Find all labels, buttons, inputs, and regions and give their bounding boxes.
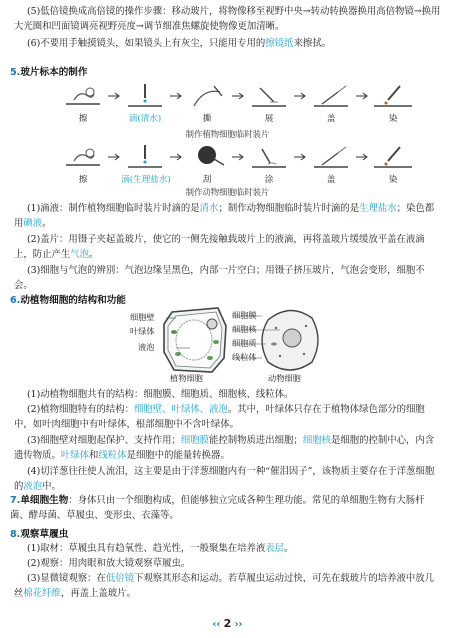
label-chloroplast: 叶绿体 [130, 326, 155, 336]
step-label: 撕 [202, 114, 212, 124]
step-label: 染 [388, 114, 398, 124]
paragraph-objective-switch: (5)低倍镜换成高倍镜的操作步骤：移动玻片，将物像移至视野中央→转动转换器换用高倍物镜→换用大光圈和凹面镜调亮视野亮度→调节细准焦螺旋使物像更加清晰。 [14, 6, 441, 32]
step-label: 染 [388, 175, 398, 185]
section-heading-8: 8.观察草履虫 [10, 529, 69, 540]
paragraph-unicellular: 7.单细胞生物：身体只由一个细胞构成，但能够独立完成各种生理功能。常见的单细胞生物有大肠杆菌、酵母菌、草履虫、变形虫、衣藻等。 [10, 495, 425, 521]
caption-animal-cell: 动物细胞 [268, 373, 301, 383]
paragraph-lens-care: (6)不要用手触摸镜头，如果镜头上有灰尘，只能用专用的擦镜纸来擦拭。 [27, 38, 331, 49]
caption-plant-cell: 植物细胞 [170, 373, 203, 383]
label-vacuole: 液泡 [138, 342, 155, 352]
label-cell-wall: 细胞壁 [130, 312, 155, 322]
paragraph-observe: (2)观察：用肉眼和放大镜观察草履虫。 [27, 558, 191, 569]
paragraph-collect: (1)取材：草履虫具有趋氧性、趋光性，一般聚集在培养液表层。 [27, 543, 294, 554]
step-label: 涂 [264, 175, 274, 185]
paragraph-microscope: (3)显微镜观察：在低倍镜下观察其形态和运动。若草履虫运动过快，可先在载玻片的培养液中放几丝棉花纤维，再盖上盖玻片。 [14, 573, 435, 599]
section-heading-5: 5.玻片标本的制作 [10, 67, 88, 78]
label-cytoplasm: 细胞质 [232, 338, 257, 348]
animal-slide-caption: 制作动物细胞临时装片 [185, 187, 270, 197]
step-label: 盖 [326, 175, 336, 185]
paragraph-structure-function: (3)细胞壁对细胞起保护、支持作用；细胞膜能控制物质进出细胞；细胞核是细胞的控制中心，内含遗传物质。叶绿体和线粒体是细胞中的能量转换器。 [14, 435, 435, 461]
paragraph-cover-slip: (2)盖片：用镊子夹起盖玻片，使它的一侧先接触载玻片上的液滴，再将盖玻片缓缓放平盖在液滴上，防止产生气泡。 [14, 234, 425, 260]
paragraph-onion: (4)切洋葱往往使人流泪，这主要是由于洋葱细胞内有一种“催泪因子”，该物质主要存在于洋葱细胞的液泡中。 [14, 466, 435, 492]
label-cell-membrane: 细胞膜 [232, 310, 257, 320]
step-label: 擦 [78, 175, 88, 185]
paragraph-drop-liquid: (1)滴液：制作植物细胞临时装片时滴的是清水；制作动物细胞临时装片时滴的是生理盐水；染色都用碘液。 [14, 203, 435, 229]
paragraph-plant-unique: (2)植物细胞特有的结构：细胞壁、叶绿体、液泡。其中，叶绿体只存在于植物体绿色部分的细胞中，如叶肉细胞中有叶绿体，根部细胞中不含叶绿体。 [14, 404, 425, 430]
plant-slide-caption: 制作植物细胞临时装片 [185, 129, 270, 139]
step-label: 滴(生理盐水) [121, 175, 171, 185]
chevron-left-icon: ‹‹ [212, 619, 221, 630]
paragraph-shared-structures: (1)动植物细胞共有的结构：细胞膜、细胞质、细胞核、线粒体。 [27, 389, 294, 400]
paragraph-bubble-vs-cell: (3)细胞与气泡的辨别：气泡边缘呈黑色，内部一片空白；用镊子挤压玻片，气泡会变形，细胞不会。 [14, 265, 425, 291]
page-number: ‹‹ 2 ›› [212, 617, 243, 630]
section-heading-6: 6.动植物细胞的结构和功能 [10, 295, 126, 306]
step-label: 刮 [202, 175, 212, 185]
label-nucleus: 细胞核 [232, 324, 257, 334]
step-label: 擦 [78, 114, 88, 124]
step-label: 盖 [326, 114, 336, 124]
step-label: 滴(清水) [128, 114, 162, 124]
step-label: 展 [264, 114, 274, 124]
label-mitochondria: 线粒体 [232, 352, 257, 362]
chevron-right-icon: ›› [234, 619, 243, 630]
